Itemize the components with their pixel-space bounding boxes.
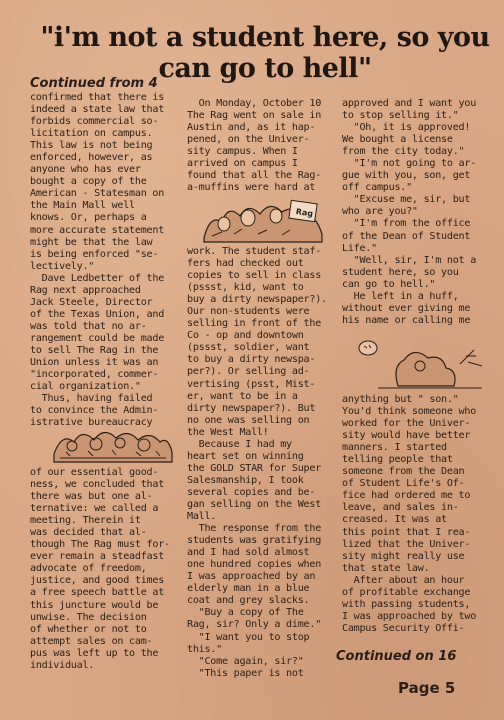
text-line: "Excuse me, sir, but	[342, 194, 471, 206]
text-line: someone from the Dean	[342, 466, 465, 478]
text-line: Rag, sir? Only a dime."	[187, 619, 322, 631]
text-line: "incorporated, commer-	[30, 369, 159, 381]
text-line: The Rag went on sale in	[187, 110, 322, 122]
text-line: the Main Mall well	[30, 200, 135, 212]
text-line: sity campus. When I	[187, 146, 298, 158]
text-line: I was approached by two	[342, 610, 477, 622]
cartoon-rag-label: Rag	[295, 207, 314, 219]
text-line: fers had checked out	[187, 258, 304, 270]
text-line: manners. I started	[342, 442, 447, 454]
column-3-top	[342, 98, 476, 327]
text-line: licitation on campus.	[30, 128, 153, 140]
text-line: "Buy a copy of The	[187, 607, 304, 619]
text-line: was decided that al-	[30, 527, 147, 539]
text-line: justice, and good times	[30, 575, 165, 587]
cartoon-huff-illustration	[358, 336, 486, 392]
text-line: individual.	[30, 659, 95, 671]
text-line: per?). Or selling ad-	[187, 366, 310, 378]
text-line: no one was selling on	[187, 414, 310, 426]
text-line: "I'm not going to ar-	[342, 158, 477, 170]
text-line: pened, on the Univer-	[187, 134, 310, 146]
text-line: Mall.	[187, 511, 217, 523]
text-line: work. The student staf-	[187, 246, 322, 257]
text-line: lized that the Univer-	[342, 538, 471, 550]
headline-line-1: "i'm not a student here, so you	[40, 22, 490, 53]
text-line: bought a copy of the	[30, 176, 147, 188]
text-line: without ever giving me	[342, 302, 471, 314]
text-line: coat and grey slacks.	[187, 595, 310, 607]
text-line: We bought a license	[342, 134, 453, 146]
text-line: heart set on winning	[187, 450, 304, 462]
text-line: was told that no ar-	[30, 320, 147, 332]
text-line: cial organization."	[30, 381, 141, 393]
text-line: ternative: we called a	[30, 503, 159, 515]
text-line: The response from the	[187, 523, 322, 535]
text-line: to buy a dirty newspa-	[187, 354, 316, 366]
text-line: might be that the law	[30, 236, 153, 248]
text-line: found that all the Rag-	[187, 170, 322, 182]
text-line: students was gratifying	[187, 535, 322, 547]
text-line: This law is not being	[30, 140, 153, 152]
text-line: anyone who has ever	[30, 164, 141, 176]
text-line: buy a dirty newspaper?).	[187, 294, 327, 306]
text-line: dirty newspaper?). But	[187, 402, 316, 414]
text-line: telling people that	[342, 454, 453, 466]
text-line: confirmed that there is	[30, 92, 165, 103]
text-line: lectively."	[30, 260, 95, 272]
text-line: approved and I want you	[342, 98, 477, 109]
text-line: of the Texas Union, and	[30, 308, 165, 320]
text-line: from the city today."	[342, 146, 465, 158]
text-line: (pssst, soldier, want	[187, 342, 310, 354]
text-line: advocate of freedom,	[30, 563, 147, 575]
text-line: sity might really use	[342, 550, 465, 562]
text-line: student here, so you	[342, 266, 459, 278]
text-line: copies to sell in class	[187, 270, 322, 282]
headline-line-2: can go to hell"	[158, 53, 372, 84]
text-line: Jack Steele, Director	[30, 296, 153, 308]
text-line: American - Statesman on	[30, 188, 165, 200]
text-line: indeed a state law that	[30, 104, 165, 116]
column-2-top	[187, 98, 321, 194]
text-line: creased. It was at	[342, 514, 447, 526]
text-line: Salesmanship, I took	[187, 474, 304, 486]
text-line: several copies and be-	[187, 486, 316, 498]
cartoon-crowd-illustration	[52, 424, 174, 464]
text-line: (pssst, kid, want to	[187, 282, 304, 294]
column-1-bottom	[30, 467, 170, 672]
text-line: "This paper is not	[187, 667, 304, 679]
page-number: Page 5	[398, 679, 456, 697]
text-line: ever remain a steadfast	[30, 551, 165, 563]
text-line: a-muffins were hard at	[187, 182, 316, 194]
text-line: leave, and sales in-	[342, 502, 459, 514]
column-3-bottom	[342, 394, 476, 635]
text-line: vertising (psst, Mist-	[187, 378, 316, 390]
text-line: arrived on campus I	[187, 158, 298, 170]
text-line: rangement could be made	[30, 332, 165, 344]
text-line: Rag next approached	[30, 284, 141, 296]
text-line: Union unless it was an	[30, 357, 159, 369]
text-line: Dave Ledbetter of the	[30, 272, 165, 284]
text-line: Campus Security Offi-	[342, 622, 465, 634]
text-line: knows. Or, perhaps a	[30, 212, 147, 224]
text-line: er, want to be in a	[187, 390, 298, 402]
text-line: this juncture would be	[30, 599, 159, 611]
text-line: forbids commercial so-	[30, 116, 159, 128]
text-line: "I'm from the office	[342, 218, 471, 230]
text-line: "Come again, sir?"	[187, 655, 304, 667]
text-line: that state law.	[342, 562, 430, 574]
text-line: On Monday, October 10	[187, 98, 322, 109]
text-line: of profitable exchange	[342, 586, 471, 598]
text-line: "I want you to stop	[187, 631, 310, 643]
text-line: there was but one al-	[30, 491, 153, 503]
text-line: unwise. The decision	[30, 611, 147, 623]
text-line: of Student Life's Of-	[342, 478, 465, 490]
text-line: worked for the Univer-	[342, 418, 471, 430]
text-line: ness, we concluded that	[30, 479, 165, 491]
continued-on-label: Continued on 16	[336, 649, 457, 664]
cartoon-rag-sellers-illustration	[202, 194, 324, 244]
text-line: Our non-students were	[187, 306, 310, 318]
text-line: more accurate statement	[30, 224, 165, 236]
text-line: enforced, however, as	[30, 152, 153, 164]
text-line: You'd think someone who	[342, 406, 477, 418]
text-line: selling in front of the	[187, 318, 322, 330]
text-line: I was approached by an	[187, 571, 316, 583]
continued-from-label: Continued from 4	[30, 76, 158, 91]
text-line: gue with you, son, get	[342, 170, 471, 182]
text-line: fice had ordered me to	[342, 490, 471, 502]
text-line: a free speech battle at	[30, 587, 165, 599]
text-line: After about an hour	[342, 574, 465, 586]
text-line: Thus, having failed	[30, 393, 153, 405]
text-line: to convince the Admin-	[30, 405, 159, 417]
text-line: attempt sales on cam-	[30, 635, 153, 647]
text-line: istrative bureaucracy	[30, 417, 153, 429]
text-line: Austin and, as it hap-	[187, 122, 316, 134]
text-line: Life."	[342, 242, 377, 254]
text-line: elderly man in a blue	[187, 583, 310, 595]
text-line: off campus."	[342, 182, 412, 194]
text-line: He left in a huff,	[342, 290, 459, 302]
text-line: his name or calling me	[342, 314, 471, 326]
text-line: "Oh, it is approved!	[342, 122, 471, 134]
headline	[40, 22, 490, 84]
text-line: to stop selling it."	[342, 110, 459, 122]
text-line: this point that I rea-	[342, 526, 471, 538]
text-line: and I had sold almost	[187, 547, 310, 559]
text-line: of whether or not to	[30, 623, 147, 635]
text-line: "Well, sir, I'm not a	[342, 254, 477, 266]
text-line: with passing students,	[342, 598, 471, 610]
text-line: the West Mall!	[187, 426, 269, 438]
text-line: who are you?"	[342, 206, 418, 218]
text-line: one hundred copies when	[187, 559, 322, 571]
text-line: is being enforced "se-	[30, 248, 159, 260]
column-2-bottom	[187, 246, 327, 680]
text-line: the GOLD STAR for Super	[187, 462, 322, 474]
column-1-top	[30, 92, 164, 429]
text-line: pus was left up to the	[30, 647, 159, 659]
text-line: of the Dean of Student	[342, 230, 471, 242]
text-line: can go to hell."	[342, 278, 436, 290]
text-line: of our essential good-	[30, 467, 159, 478]
text-line: this."	[187, 643, 222, 655]
text-line: Co - op and downtown	[187, 330, 304, 342]
text-line: though The Rag must for-	[30, 539, 170, 551]
text-line: anything but " son."	[342, 394, 459, 405]
text-line: to sell The Rag in the	[30, 344, 159, 356]
text-line: gan selling on the West	[187, 498, 322, 510]
text-line: sity would have better	[342, 430, 471, 442]
text-line: Because I had my	[187, 438, 292, 450]
text-line: meeting. Therein it	[30, 515, 141, 527]
